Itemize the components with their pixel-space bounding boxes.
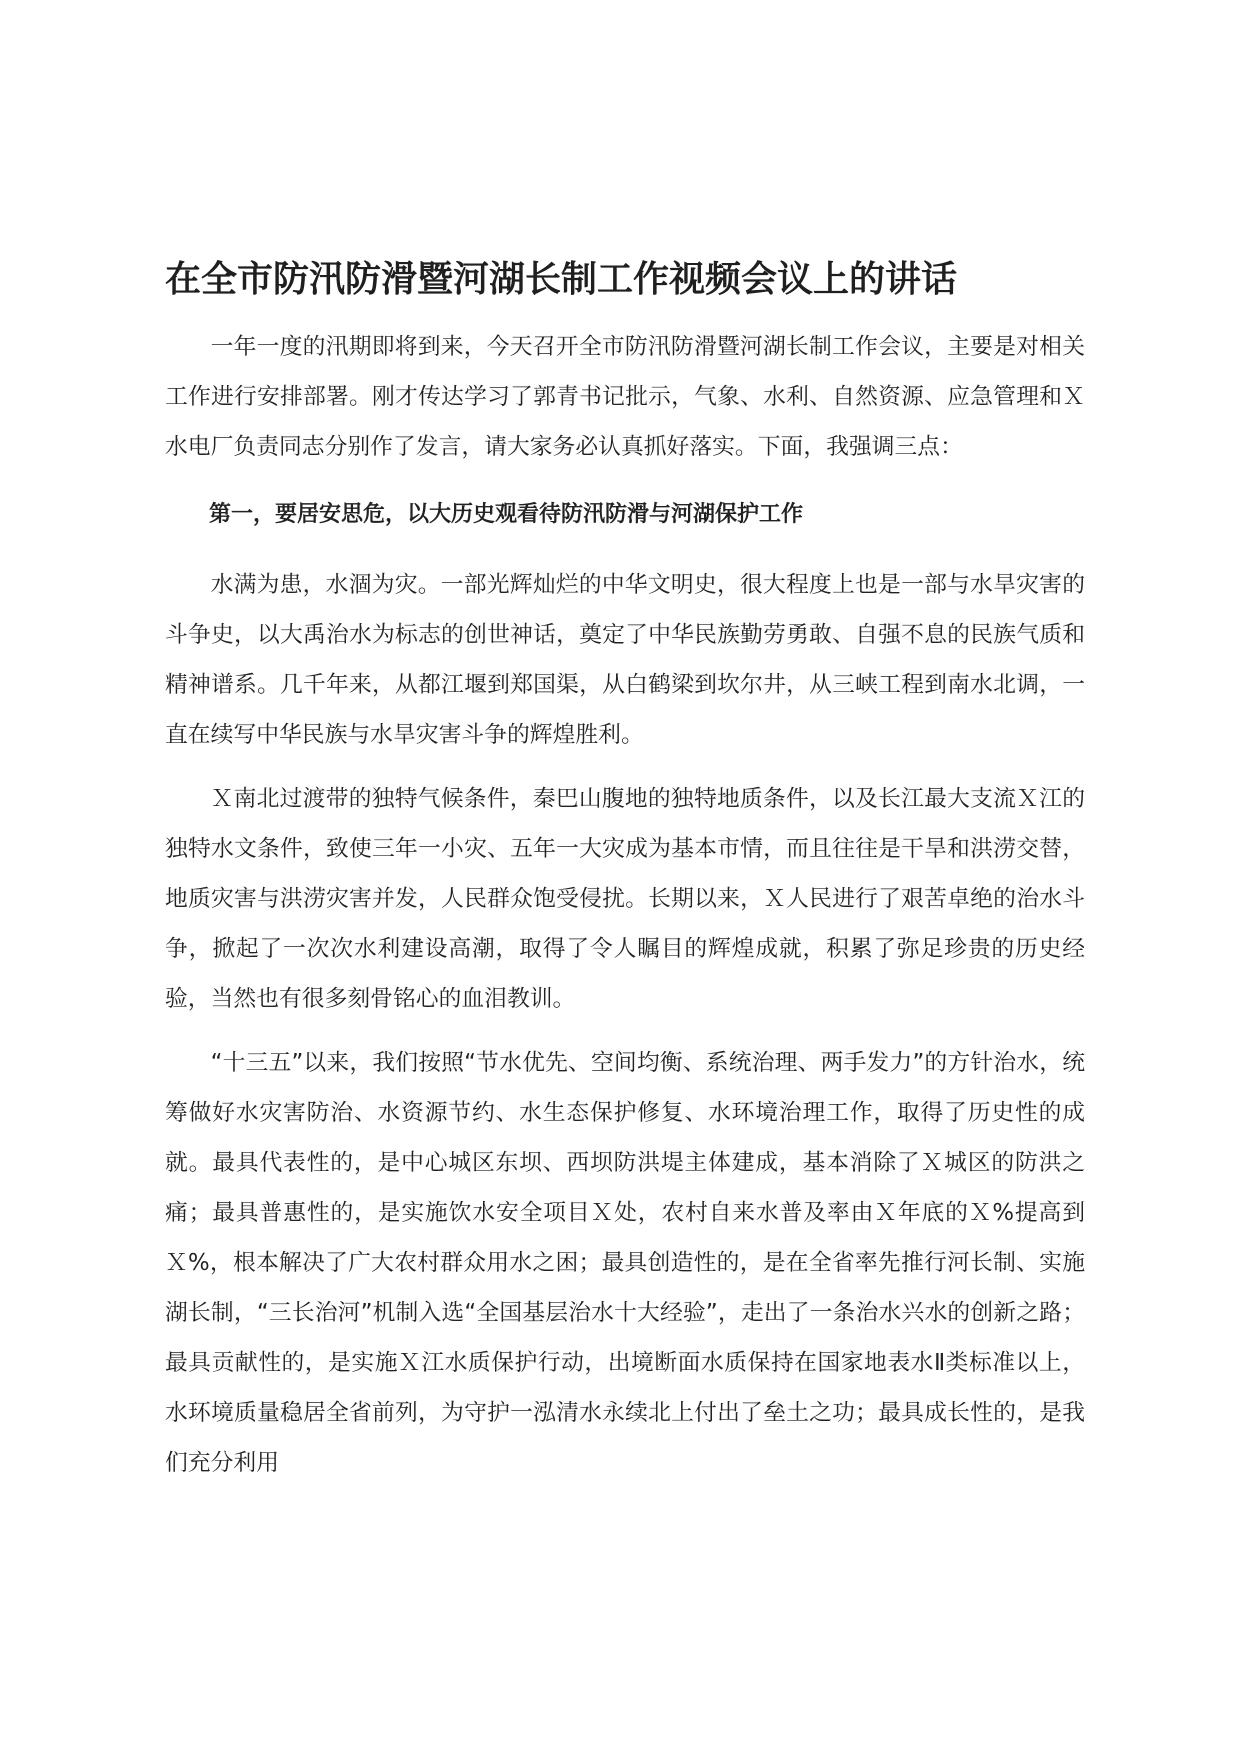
paragraph-history: 水满为患，水涸为灾。一部光辉灿烂的中华文明史，很大程度上也是一部与水旱灾害的斗争史，以大禹治水为标志的创世神话，奠定了中华民族勤劳勇敢、自强不息的民族气质和精神谱系。几千年来，从都江堰到郑国渠，从白鹤梁到坎尔井，从三峡工程到南水北调，一直在续写中华民族与水旱灾害斗争的辉煌胜利。	[165, 572, 1085, 748]
document-title: 在全市防汛防滑暨河湖长制工作视频会议上的讲话	[165, 259, 958, 300]
section-heading-first: 第一，要居安思危，以大历史观看待防汛防滑与河湖保护工作	[209, 502, 804, 527]
paragraph-local-conditions: Ｘ南北过渡带的独特气候条件，秦巴山腹地的独特地质条件，以及长江最大支流Ｘ江的独特水文条件，致使三年一小灾、五年一大灾成为基本市情，而且往往是干旱和洪涝交替，地质灾害与洪涝灾害并发，人民群众饱受侵扰。长期以来，Ｘ人民进行了艰苦卓绝的治水斗争，掀起了一次次水利建设高潮，取得了令人瞩目的辉煌成就，积累了弥足珍贵的历史经验，当然也有很多刻骨铭心的血泪教训。	[165, 786, 1086, 1012]
document-body	[165, 252, 1085, 1502]
paragraph-intro: 一年一度的汛期即将到来，今天召开全市防汛防滑暨河湖长制工作会议，主要是对相关工作进行安排部署。刚才传达学习了郭青书记批示，气象、水利、自然资源、应急管理和Ｘ水电厂负责同志分别作了发言，请大家务必认真抓好落实。下面，我强调三点：	[165, 334, 1085, 460]
paragraph-achievements: “十三五”以来，我们按照“节水优先、空间均衡、系统治理、两手发力”的方针治水，统筹做好水灾害防治、水资源节约、水生态保护修复、水环境治理工作，取得了历史性的成就。最具代表性的，是中心城区东坝、西坝防洪堤主体建成，基本消除了Ｘ城区的防洪之痛；最具普惠性的，是实施饮水安全项目Ｘ处，农村自来水普及率由Ｘ年底的Ｘ%提高到Ｘ%，根本解决了广大农村群众用水之困；最具创造性的，是在全省率先推行河长制、实施湖长制，“三长治河”机制入选“全国基层治水十大经验”，走出了一条治水兴水的创新之路；最具贡献性的，是实施Ｘ江水质保护行动，出境断面水质保持在国家地表水Ⅱ类标准以上，水环境质量稳居全省前列，为守护一泓清水永续北上付出了垒土之功；最具成长性的，是我们充分利用	[165, 1050, 1085, 1476]
